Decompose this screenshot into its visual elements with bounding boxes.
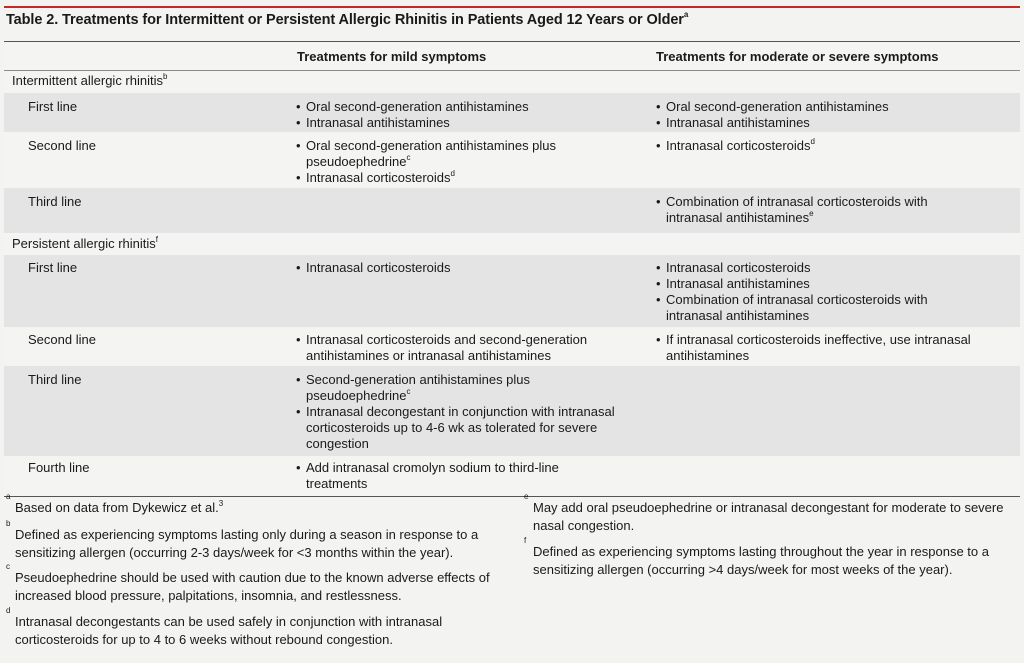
treatment-item: • Intranasal corticosteroids$^d$ xyxy=(656,138,1011,154)
treatment-item: • Intranasal corticosteroids and second-generation antihistamines or intranasal antihistamines xyxy=(296,332,631,364)
treatment-item: • Oral second-generation antihistamines xyxy=(296,99,626,115)
cell-severe xyxy=(656,332,1016,364)
treatment-item: • Intranasal corticosteroids xyxy=(296,260,626,276)
treatment-item: • Intranasal corticosteroids$^d$ xyxy=(296,170,596,186)
cell-severe xyxy=(656,260,976,324)
row-label: First line xyxy=(28,99,78,114)
treatment-item: • Intranasal corticosteroids xyxy=(656,260,976,276)
cell-mild xyxy=(296,260,626,276)
row-label: Fourth line xyxy=(28,460,90,475)
treatment-item: • Combination of intranasal corticosteroids with intranasal antihistamines$^e$ xyxy=(656,194,976,226)
footnote-a: Based on data from Dykewicz et al.$^3$ xyxy=(15,498,224,515)
treatment-item: • Intranasal decongestant in conjunction with intranasal corticosteroids up to 4-6 wk as tolerated for severe congestion xyxy=(296,404,636,452)
row-label: Third line xyxy=(28,372,82,387)
row-label: Second line xyxy=(28,138,96,153)
section-intermittent: Intermittent allergic rhinitis$^b$ xyxy=(12,71,168,88)
treatment-item: • Add intranasal cromolyn sodium to third-line treatments xyxy=(296,460,596,492)
cell-severe xyxy=(656,138,1011,154)
header-divider xyxy=(4,70,1020,71)
treatment-item: • Oral second-generation antihistamines xyxy=(656,99,1011,115)
treatment-item: • Oral second-generation antihistamines plus pseudoephedrine$^c$ xyxy=(296,138,596,170)
footnote-marker: c xyxy=(406,152,411,162)
header-severe: Treatments for moderate or severe symptoms xyxy=(656,49,939,64)
header-mild: Treatments for mild symptoms xyxy=(297,49,487,64)
footnote-d: d Intranasal decongestants can be used safely in conjunction with intranasal corticosteroids for up to 4 to 6 weeks without rebound congestion. xyxy=(6,606,443,647)
cell-severe xyxy=(656,194,976,226)
footnote-c: c Pseudoephedrine should be used with caution due to the known adverse effects of increased blood pressure, palpitations, insomnia, and restlessness. xyxy=(6,562,490,603)
footnote-f: f Defined as experiencing symptoms lasting throughout the year in response to a sensitizing allergen (occurring >4 days/week for most weeks of the year). xyxy=(524,536,989,577)
section-persistent: Persistent allergic rhinitis$^f$ xyxy=(12,234,159,251)
row-label: Third line xyxy=(28,194,82,209)
row-label: Second line xyxy=(28,332,96,347)
cell-mild xyxy=(296,332,631,364)
footnote-b: b Defined as experiencing symptoms lasting only during a season in response to a sensitizing allergen (occurring 2-3 days/week for <3 months within the year). xyxy=(6,519,479,560)
treatment-item: • Combination of intranasal corticosteroids with intranasal antihistamines xyxy=(656,292,976,324)
treatment-item: • Second-generation antihistamines plus pseudoephedrine$^c$ xyxy=(296,372,636,404)
footnote-marker: e xyxy=(809,208,814,218)
cell-mild xyxy=(296,138,596,186)
treatment-item: • Intranasal antihistamines xyxy=(296,115,626,131)
table-title: Table 2. Treatments for Intermittent or Persistent Allergic Rhinitis in Patients Aged 12 Years or Older$^a$ xyxy=(6,10,689,28)
row-label: First line xyxy=(28,260,78,275)
footnote-marker: d xyxy=(450,168,455,178)
treatment-item: • Intranasal antihistamines xyxy=(656,276,976,292)
treatment-item: • Intranasal antihistamines xyxy=(656,115,1011,131)
footnote-marker: c xyxy=(406,386,411,396)
footnote-e: May add oral pseudoephedrine or intranasal decongestant for moderate to severe nasal congestion. xyxy=(533,500,1004,533)
treatment-table xyxy=(4,41,1020,497)
cell-mild xyxy=(296,460,596,492)
cell-mild xyxy=(296,99,626,131)
treatment-item: • If intranasal corticosteroids ineffective, use intranasal antihistamines xyxy=(656,332,1016,364)
cell-severe xyxy=(656,99,1011,131)
footnote-marker: d xyxy=(810,136,815,146)
cell-mild xyxy=(296,372,636,452)
title-rule xyxy=(4,6,1020,8)
